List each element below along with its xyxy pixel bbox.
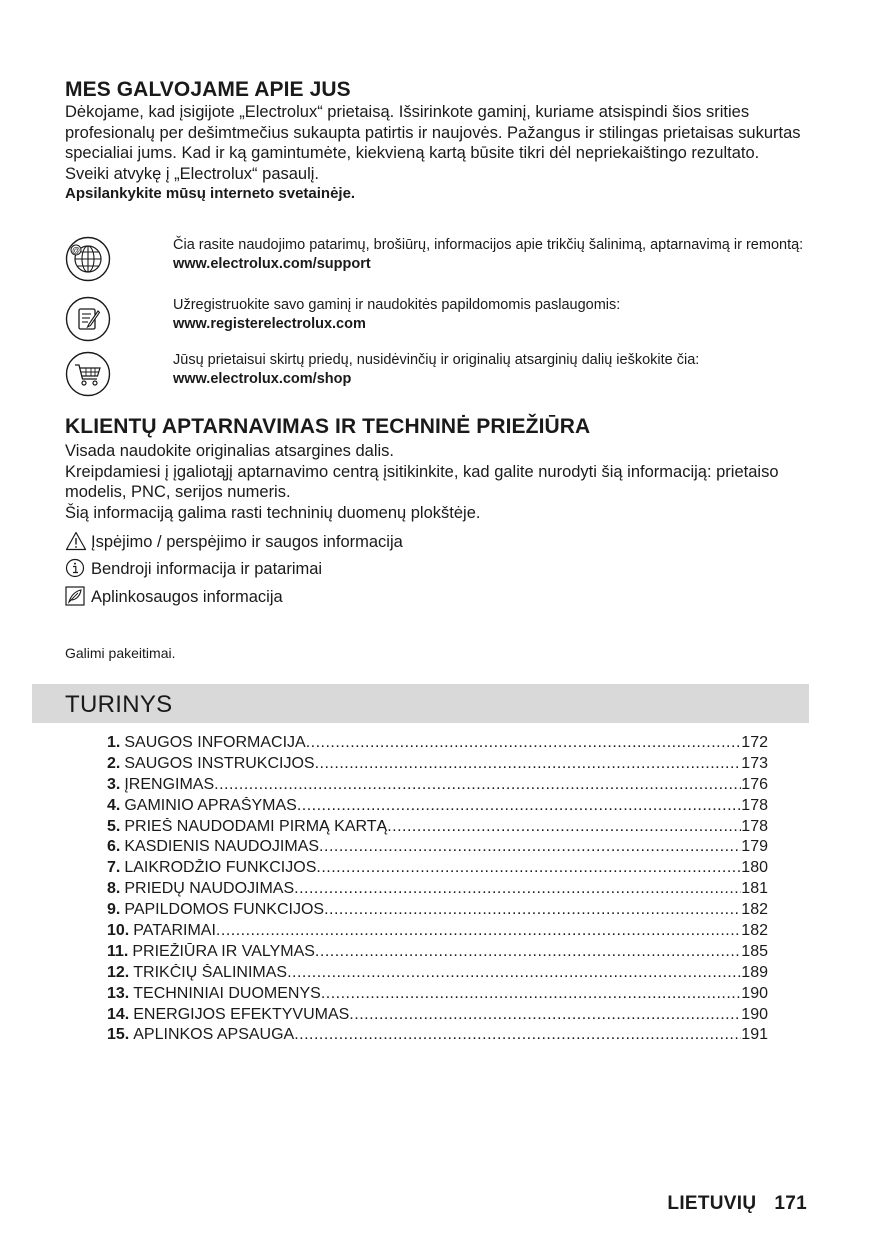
- svg-text:@: @: [72, 246, 80, 255]
- legend-warning: [65, 531, 403, 552]
- toc-entry[interactable]: [107, 985, 768, 1006]
- toc-entry-label: SAUGOS INSTRUKCIJOS: [124, 754, 315, 772]
- legend-environment-text: Aplinkosaugos informacija: [91, 588, 283, 606]
- toc-entry-label: PRIEŽIŪRA IR VALYMAS: [132, 942, 315, 960]
- globe-icon: [65, 236, 111, 282]
- shop-link[interactable]: www.electrolux.com/shop: [173, 371, 352, 387]
- environment-icon: [65, 586, 87, 606]
- toc-dot-leader: [316, 859, 741, 877]
- toc-entry[interactable]: [107, 776, 768, 797]
- toc-entry-label: LAIKRODŽIO FUNKCIJOS: [124, 859, 317, 877]
- toc-entry-number: 1.: [107, 734, 121, 751]
- toc-dot-leader: [315, 755, 742, 773]
- toc-entry-number: 6.: [107, 838, 121, 856]
- toc-entry[interactable]: [107, 818, 768, 839]
- support-link[interactable]: www.electrolux.com/support: [173, 256, 371, 272]
- table-of-contents: [107, 734, 768, 1047]
- toc-entry-label: SAUGOS INFORMACIJA: [124, 734, 306, 751]
- toc-entry-page: 172: [741, 734, 768, 751]
- toc-entry-page: 179: [741, 838, 768, 856]
- toc-entry-label: ĮRENGIMAS: [124, 775, 215, 793]
- toc-dot-leader: [321, 985, 741, 1003]
- toc-entry-number: 10.: [107, 922, 130, 940]
- footer-page-number: 171: [774, 1193, 807, 1214]
- toc-entry-page: 181: [741, 880, 768, 898]
- toc-entry-number: 4.: [107, 796, 121, 814]
- service-text: [65, 441, 815, 523]
- toc-entry[interactable]: [107, 838, 768, 859]
- register-link[interactable]: www.registerelectrolux.com: [173, 316, 366, 332]
- toc-entry-page: 190: [741, 984, 768, 1002]
- toc-entry[interactable]: [107, 922, 768, 943]
- shop-text-block: [173, 351, 813, 389]
- register-description: Užregistruokite savo gaminį ir naudokitės papildomomis paslaugomis:: [173, 297, 621, 313]
- service-line-rating-plate: Šią informaciją galima rasti techninių duomenų plokštėje.: [65, 503, 481, 522]
- toc-entry-number: 9.: [107, 901, 121, 919]
- welcome-line: Sveiki atvykę į „Electrolux“ pasaulį.: [65, 164, 320, 183]
- section-title-customer-service: KLIENTŲ APTARNAVIMAS IR TECHNINĖ PRIEŽIŪRA: [65, 415, 591, 438]
- toc-entry[interactable]: [107, 943, 768, 964]
- toc-dot-leader: [294, 1026, 741, 1044]
- toc-entry-label: PATARIMAI: [133, 922, 216, 940]
- legend-environment: [65, 586, 283, 607]
- toc-entry-page: 190: [741, 1005, 768, 1023]
- toc-entry-page: 182: [741, 901, 768, 919]
- toc-entry[interactable]: [107, 880, 768, 901]
- toc-entry-label: APLINKOS APSAUGA: [133, 1026, 295, 1044]
- toc-entry-number: 2.: [107, 754, 121, 772]
- toc-dot-leader: [214, 776, 741, 794]
- toc-entry-number: 12.: [107, 963, 130, 981]
- toc-entry[interactable]: [107, 734, 768, 755]
- toc-dot-leader: [294, 880, 741, 898]
- toc-entry-number: 14.: [107, 1005, 130, 1023]
- toc-entry[interactable]: [107, 755, 768, 776]
- toc-header-bar: [32, 684, 809, 723]
- visit-website-line: Apsilankykite mūsų interneto svetainėje.: [65, 185, 356, 202]
- toc-entry-page: 173: [741, 754, 768, 772]
- toc-entry[interactable]: [107, 1006, 768, 1027]
- toc-entry[interactable]: [107, 901, 768, 922]
- toc-entry-label: PRIEŠ NAUDODAMI PIRMĄ KARTĄ: [124, 817, 388, 835]
- legend-info: [65, 558, 322, 579]
- shopping-cart-icon: [65, 351, 111, 397]
- toc-entry-label: TRIKČIŲ ŠALINIMAS: [133, 963, 288, 981]
- toc-entry-number: 3.: [107, 775, 121, 793]
- toc-entry-label: PAPILDOMOS FUNKCIJOS: [124, 901, 325, 919]
- toc-entry-page: 180: [741, 859, 768, 877]
- changes-note: Galimi pakeitimai.: [65, 645, 176, 661]
- section-title-thinking-of-you: MES GALVOJAME APIE JUS: [65, 78, 351, 101]
- toc-entry-label: GAMINIO APRAŠYMAS: [124, 796, 297, 814]
- toc-dot-leader: [387, 818, 741, 836]
- legend-warning-text: Įspėjimo / perspėjimo ir saugos informacija: [91, 533, 403, 551]
- toc-entry-label: PRIEDŲ NAUDOJIMAS: [124, 880, 295, 898]
- service-line-original-parts: Visada naudokite originalias atsargines dalis.: [65, 442, 394, 460]
- toc-entry-page: 185: [741, 942, 768, 960]
- intro-paragraph: Dėkojame, kad įsigijote „Electrolux“ prietaisą. Išsirinkote gaminį, kuriame atsispindi šios srities profesionalų per dešimtmečius sukaupta patirtis ir naujovės. Pažangus ir stilingas prietaisas sukurtas specialiai jums. Kad ir ką gamintumėte, kiekvieną kartą būsite tikri dėl nepriekaištingo rezultato.: [65, 103, 801, 162]
- legend-info-text: Bendroji informacija ir patarimai: [91, 560, 323, 578]
- toc-entry-page: 178: [741, 817, 768, 835]
- toc-title: TURINYS: [65, 691, 173, 718]
- toc-entry-number: 5.: [107, 817, 121, 835]
- toc-entry[interactable]: [107, 797, 768, 818]
- toc-entry-number: 13.: [107, 984, 130, 1002]
- toc-entry-number: 11.: [107, 942, 129, 960]
- toc-entry-page: 178: [741, 796, 768, 814]
- info-icon: [65, 558, 87, 578]
- register-text-block: [173, 296, 813, 334]
- toc-entry-label: KASDIENIS NAUDOJIMAS: [124, 838, 320, 856]
- toc-dot-leader: [306, 734, 742, 752]
- toc-entry-number: 8.: [107, 880, 121, 898]
- toc-entry-label: TECHNINIAI DUOMENYS: [133, 984, 321, 1002]
- toc-entry[interactable]: [107, 1026, 768, 1047]
- toc-entry-number: 7.: [107, 859, 121, 877]
- toc-entry[interactable]: [107, 964, 768, 985]
- service-line-contact: Kreipdamiesi į įgaliotąjį aptarnavimo centrą įsitikinkite, kad galite nurodyti šią informaciją: prietaiso modelis, PNC, serijos numeris.: [65, 462, 779, 501]
- toc-entry-number: 15.: [107, 1026, 130, 1044]
- toc-entry-label: ENERGIJOS EFEKTYVUMAS: [133, 1005, 350, 1023]
- toc-dot-leader: [349, 1006, 741, 1024]
- toc-dot-leader: [319, 838, 741, 856]
- toc-dot-leader: [324, 901, 741, 919]
- toc-entry[interactable]: [107, 859, 768, 880]
- toc-entry-page: 176: [741, 775, 768, 793]
- register-icon: [65, 296, 111, 342]
- support-description: Čia rasite naudojimo patarimų, brošiūrų, informacijos apie trikčių šalinimą, aptarnavimą ir remontą:: [173, 237, 804, 253]
- warning-icon: [65, 531, 87, 551]
- toc-dot-leader: [287, 964, 741, 982]
- shop-description: Jūsų prietaisui skirtų priedų, nusidėvinčių ir originalių atsarginių dalių ieškokite čia:: [173, 352, 700, 368]
- intro-text: [65, 102, 815, 205]
- toc-dot-leader: [297, 797, 741, 815]
- toc-entry-page: 182: [741, 922, 768, 940]
- support-text-block: [173, 236, 813, 274]
- page-footer: [667, 1193, 807, 1215]
- toc-entry-page: 189: [741, 963, 768, 981]
- toc-dot-leader: [216, 922, 741, 940]
- toc-dot-leader: [315, 943, 741, 961]
- footer-language: LIETUVIŲ: [667, 1193, 757, 1214]
- toc-entry-page: 191: [741, 1026, 768, 1044]
